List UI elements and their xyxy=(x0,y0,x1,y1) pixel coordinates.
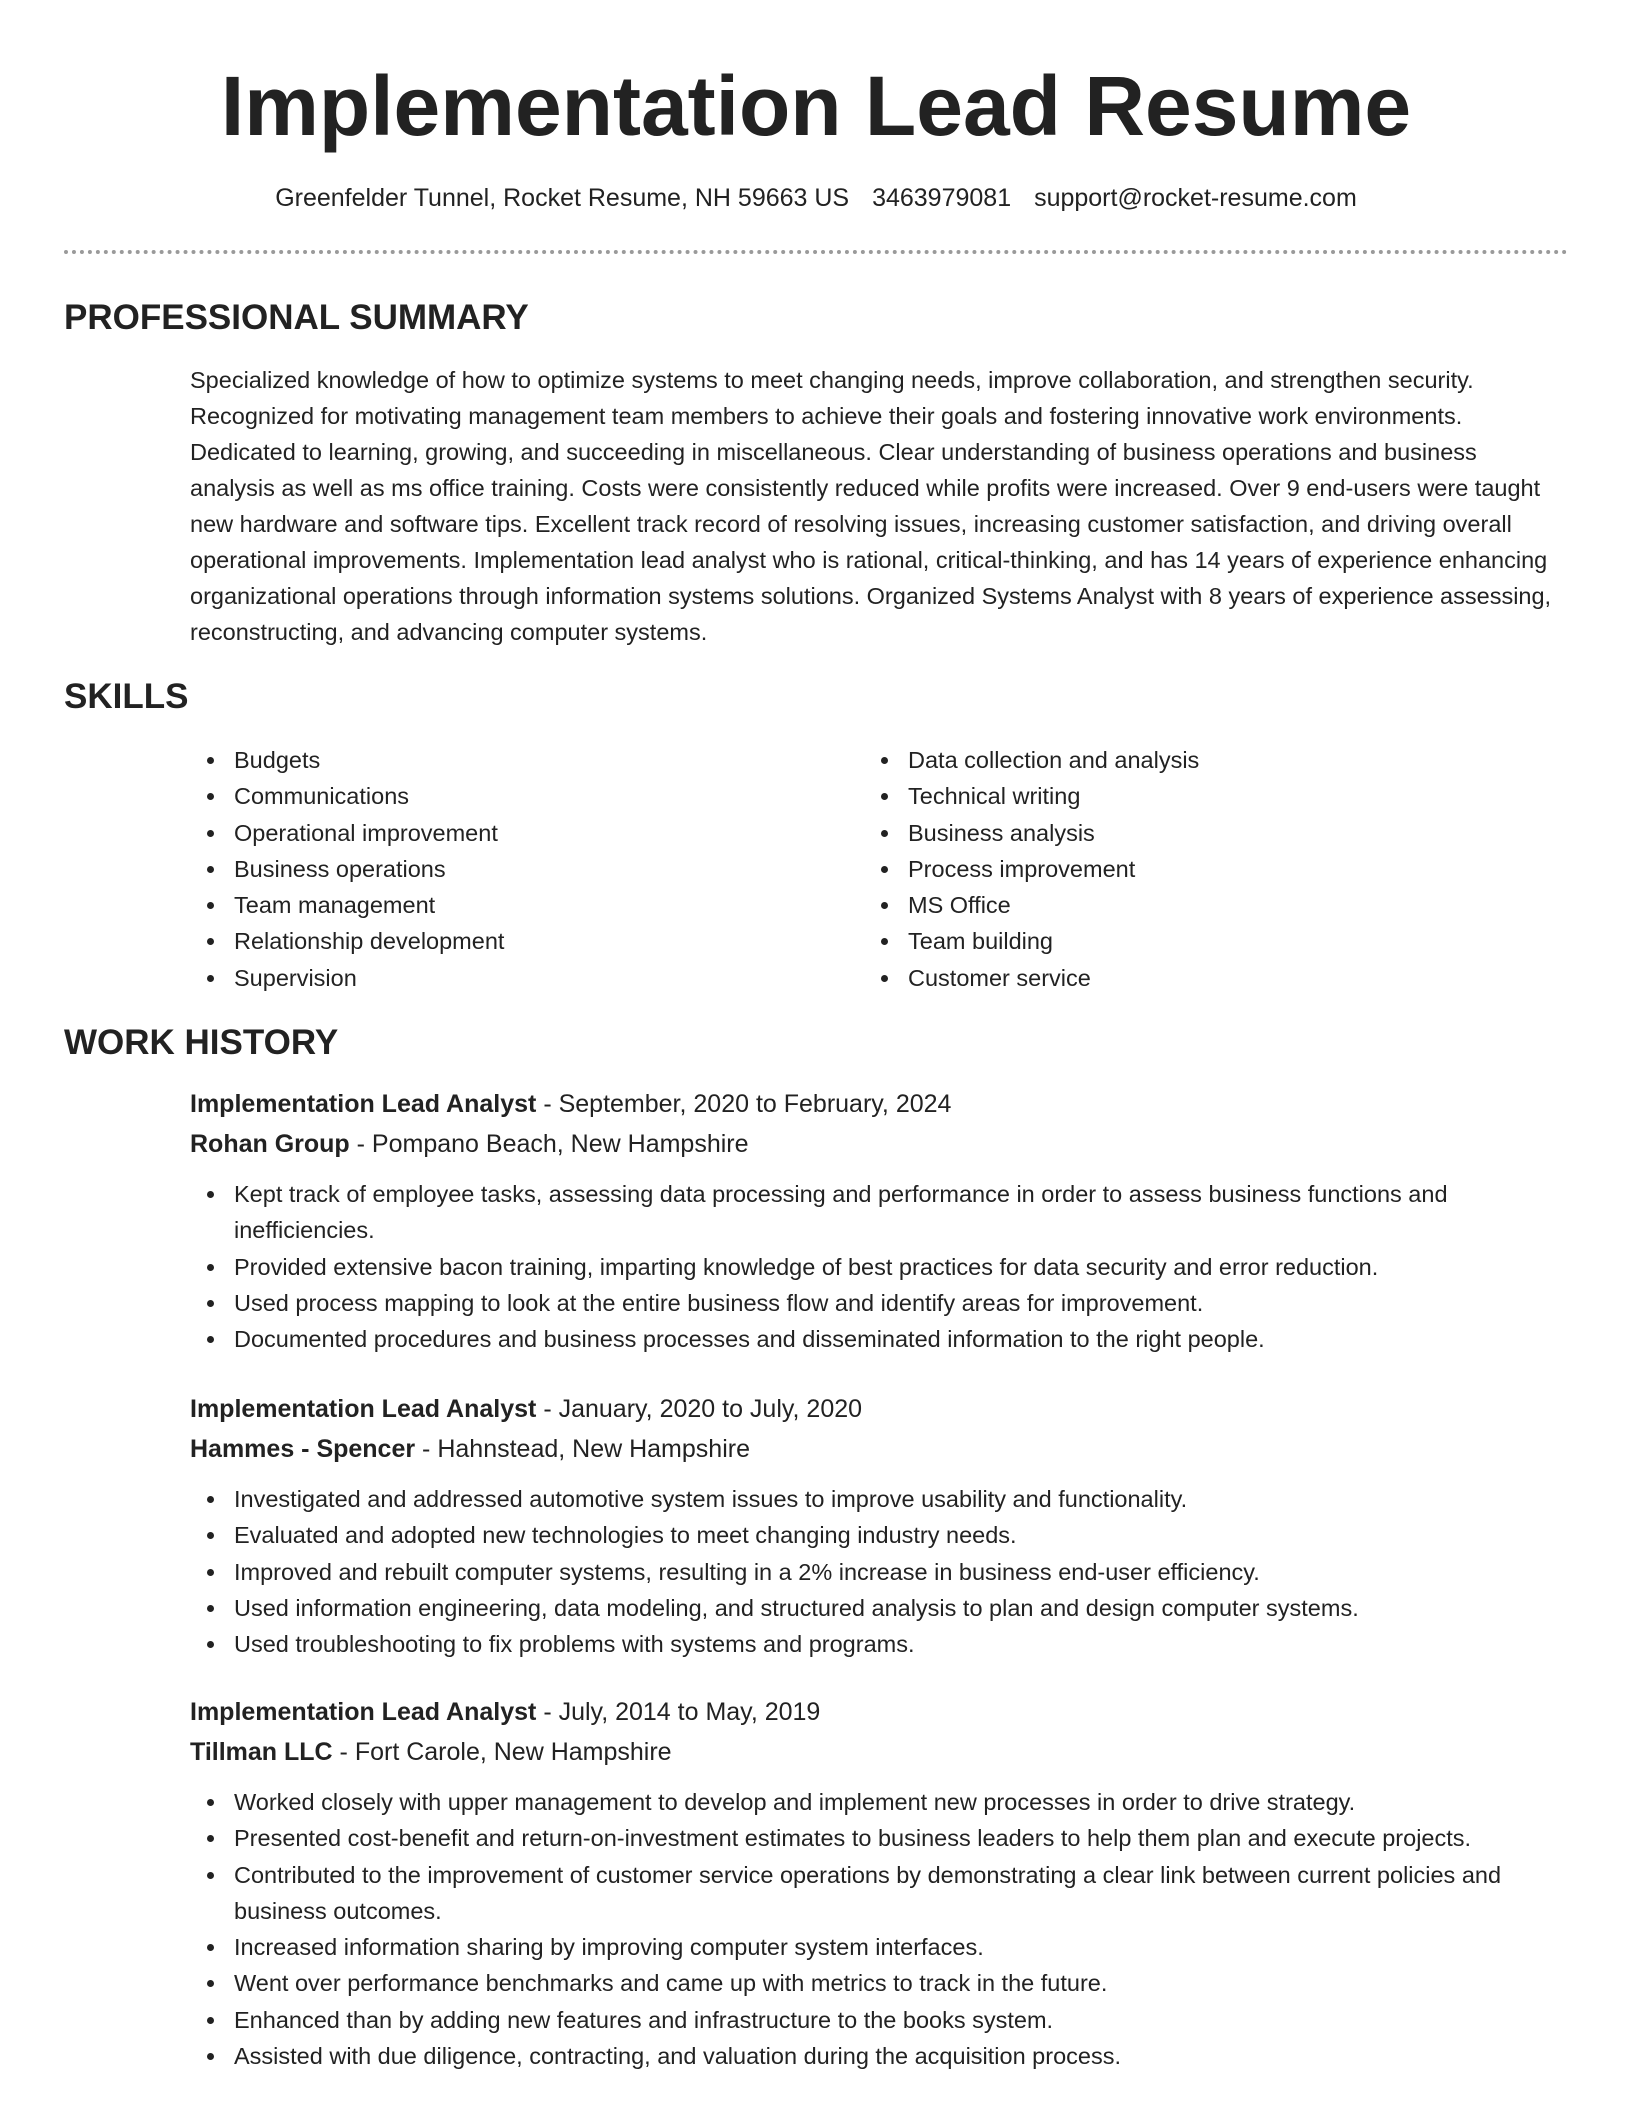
job-bullet: Provided extensive bacon training, imparting knowledge of best practices for data security and error reduction. xyxy=(190,1249,1568,1285)
summary-heading: PROFESSIONAL SUMMARY xyxy=(64,298,529,337)
job-dates: - July, 2014 to May, 2019 xyxy=(536,1698,821,1726)
job-title-line xyxy=(190,1692,1568,1732)
skills-heading: SKILLS xyxy=(64,677,189,716)
skill-item: Budgets xyxy=(190,742,850,778)
job-bullet: Evaluated and adopted new technologies to meet changing industry needs. xyxy=(190,1517,1568,1553)
skill-item: Supervision xyxy=(190,960,850,996)
job-dates: - September, 2020 to February, 2024 xyxy=(536,1090,952,1118)
skills-list-right xyxy=(864,742,1524,996)
job-bullet: Improved and rebuilt computer systems, resulting in a 2% increase in business end-user efficiency. xyxy=(190,1554,1568,1590)
job-bullet: Enhanced than by adding new features and infrastructure to the books system. xyxy=(190,2002,1568,2038)
skill-item: Technical writing xyxy=(864,778,1524,814)
job-bullet: Used process mapping to look at the entire business flow and identify areas for improvement. xyxy=(190,1285,1568,1321)
contact-email: support@rocket-resume.com xyxy=(1034,184,1357,212)
skill-item: Process improvement xyxy=(864,851,1524,887)
header-divider xyxy=(64,250,1568,254)
contact-phone: 3463979081 xyxy=(872,184,1012,212)
job-bullet: Assisted with due diligence, contracting, and valuation during the acquisition process. xyxy=(190,2038,1568,2074)
skills-column-left xyxy=(190,742,850,996)
skill-item: Business operations xyxy=(190,851,850,887)
job-title: Implementation Lead Analyst xyxy=(190,1395,537,1423)
job-company-line xyxy=(190,1124,1568,1164)
job-bullet: Used troubleshooting to fix problems with systems and programs. xyxy=(190,1626,1568,1662)
skill-item: Operational improvement xyxy=(190,815,850,851)
job-dates: - January, 2020 to July, 2020 xyxy=(536,1395,863,1423)
contact-line xyxy=(0,180,1632,216)
skill-item: Communications xyxy=(190,778,850,814)
job-bullets xyxy=(190,1176,1568,1357)
job-bullet: Increased information sharing by improving computer system interfaces. xyxy=(190,1929,1568,1965)
work-history-heading: WORK HISTORY xyxy=(64,1023,339,1062)
skill-item: Relationship development xyxy=(190,923,850,959)
contact-address: Greenfelder Tunnel, Rocket Resume, NH 59663 US xyxy=(275,184,850,212)
job-company: Tillman LLC xyxy=(190,1738,333,1766)
resume-title: Implementation Lead Resume xyxy=(220,59,1412,153)
skill-item: MS Office xyxy=(864,887,1524,923)
job-company-line xyxy=(190,1732,1568,1772)
skill-item: Team management xyxy=(190,887,850,923)
job-entry xyxy=(190,1692,1568,2074)
job-bullets xyxy=(190,1784,1568,2074)
job-company-line xyxy=(190,1429,1568,1469)
job-bullet: Presented cost-benefit and return-on-investment estimates to business leaders to help them plan and execute projects. xyxy=(190,1820,1568,1856)
job-location: - Fort Carole, New Hampshire xyxy=(332,1738,672,1766)
job-bullets xyxy=(190,1481,1568,1662)
skill-item: Team building xyxy=(864,923,1524,959)
job-title: Implementation Lead Analyst xyxy=(190,1698,537,1726)
job-location: - Hahnstead, New Hampshire xyxy=(415,1435,750,1463)
job-title-line xyxy=(190,1389,1568,1429)
skills-column-right xyxy=(864,742,1524,996)
job-entry xyxy=(190,1389,1568,1662)
job-bullet: Investigated and addressed automotive system issues to improve usability and functionality. xyxy=(190,1481,1568,1517)
summary-text: Specialized knowledge of how to optimize systems to meet changing needs, improve collaboration, and strengthen security. Recognized for motivating management team members to achieve their goals and fostering innovative work environments. Dedicated to learning, growing, and succeeding in miscellaneous. Clear understanding of business operations and business analysis as well as ms office training. Costs were consistently reduced while profits were increased. Over 9 end-users were taught new hardware and software tips. Excellent track record of resolving issues, increasing customer satisfaction, and driving overall operational improvements. Implementation lead analyst who is rational, critical-thinking, and has 14 years of experience enhancing organizational operations through information systems solutions. Organized Systems Analyst with 8 years of experience assessing, reconstructing, and advancing computer systems. xyxy=(190,367,1552,645)
job-bullet: Worked closely with upper management to develop and implement new processes in order to drive strategy. xyxy=(190,1784,1568,1820)
job-bullet: Went over performance benchmarks and came up with metrics to track in the future. xyxy=(190,1965,1568,2001)
job-title: Implementation Lead Analyst xyxy=(190,1090,537,1118)
skill-item: Data collection and analysis xyxy=(864,742,1524,778)
job-company: Hammes - Spencer xyxy=(190,1435,416,1463)
skill-item: Customer service xyxy=(864,960,1524,996)
job-bullet: Documented procedures and business processes and disseminated information to the right people. xyxy=(190,1321,1568,1357)
job-title-line xyxy=(190,1084,1568,1124)
skill-item: Business analysis xyxy=(864,815,1524,851)
job-company: Rohan Group xyxy=(190,1130,350,1158)
job-entry xyxy=(190,1084,1568,1357)
skills-list-left xyxy=(190,742,850,996)
job-bullet: Kept track of employee tasks, assessing data processing and performance in order to assess business functions and inefficiencies. xyxy=(190,1176,1568,1249)
job-bullet: Used information engineering, data modeling, and structured analysis to plan and design computer systems. xyxy=(190,1590,1568,1626)
job-location: - Pompano Beach, New Hampshire xyxy=(349,1130,749,1158)
job-bullet: Contributed to the improvement of customer service operations by demonstrating a clear link between current policies and business outcomes. xyxy=(190,1857,1568,1930)
